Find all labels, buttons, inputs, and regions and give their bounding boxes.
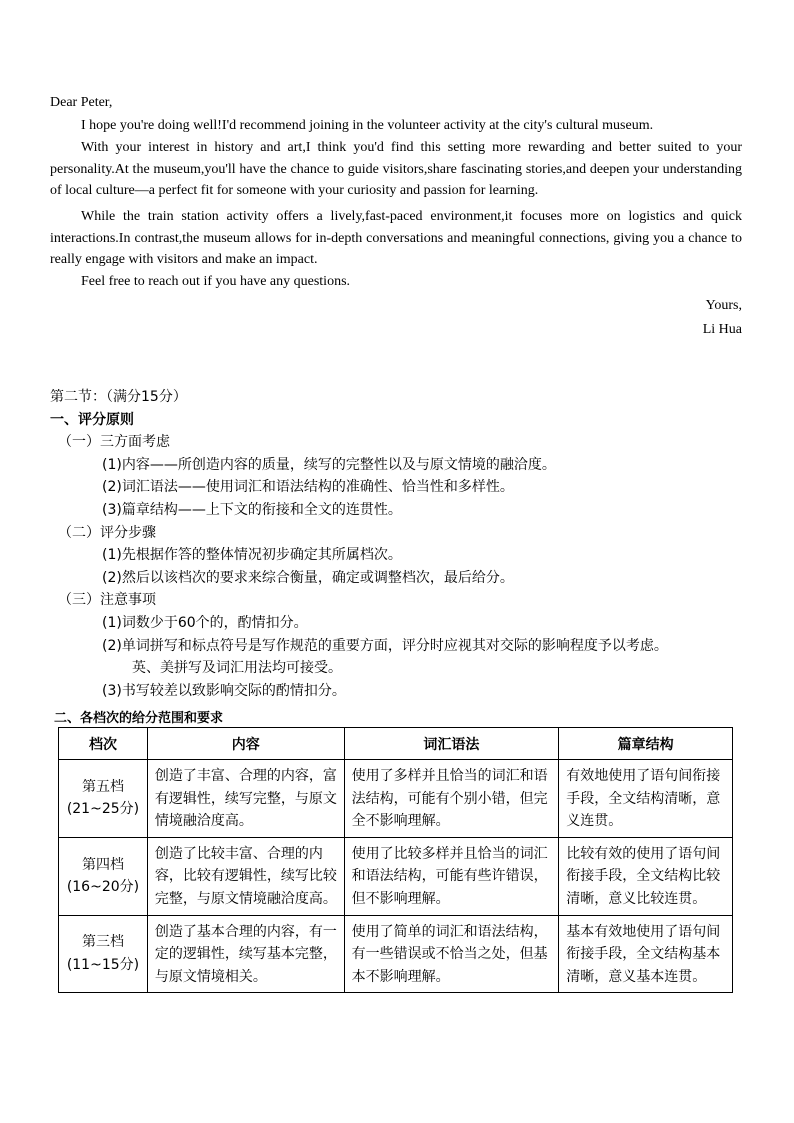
level-name: 第三档 [81, 934, 124, 951]
rule-item: (1)内容——所创造内容的质量，续写的完整性以及与原文情境的融洽度。 [102, 456, 556, 473]
level-range: (21~25分) [66, 801, 140, 818]
vocab-cell: 使用了比较多样并且恰当的词汇和语法结构，可能有些许错误，但不影响理解。 [344, 837, 559, 915]
part2-title: 二、各档次的给分范围和要求 [54, 711, 224, 726]
structure-cell: 比较有效的使用了语句间衔接手段，全文结构比较清晰，意义比较连贯。 [559, 837, 733, 915]
scoring-rules [50, 386, 750, 702]
rule-item: (3)书写较差以致影响交际的酌情扣分。 [102, 682, 346, 699]
letter-paragraph: Feel free to reach out if you have any questions. [81, 274, 351, 290]
vocab-cell: 使用了简单的词汇和语法结构，有一些错误或不恰当之处，但基本不影响理解。 [344, 915, 559, 993]
rule-item: (1)先根据作答的整体情况初步确定其所属档次。 [102, 547, 402, 564]
rule-item: (3)篇章结构——上下文的衔接和全文的连贯性。 [102, 501, 402, 518]
vocab-cell: 使用了多样并且恰当的词汇和语法结构，可能有个别小错，但完全不影响理解。 [344, 760, 559, 838]
level-range: (11~15分) [66, 956, 140, 973]
level-range: (16~20分) [66, 879, 140, 896]
content-cell: 创造了丰富、合理的内容，富有逻辑性，续写完整，与原文情境融洽度高。 [147, 760, 344, 838]
table-header-row [59, 728, 733, 760]
rule-item: (2)然后以该档次的要求来综合衡量，确定或调整档次，最后给分。 [102, 569, 514, 586]
letter-salutation: Dear Peter, [50, 95, 113, 110]
level-name: 第四档 [81, 856, 124, 873]
content-cell: 创造了基本合理的内容，有一定的逻辑性，续写基本完整，与原文情境相关。 [147, 915, 344, 993]
header-vocab: 词汇语法 [344, 728, 559, 760]
structure-cell: 基本有效地使用了语句间衔接手段，全文结构基本清晰，意义基本连贯。 [559, 915, 733, 993]
letter-paragraph: While the train station activity offers a lively,fast-paced environment,it focuses more on logistics and quick interactions.In contrast,the museum allows for in-depth conversations and meaningful connections, giving you a chance to really engage with visitors and make an impact. [50, 209, 742, 268]
rule-item: (2)单词拼写和标点符号是写作规范的重要方面，评分时应视其对交际的影响程度予以考虑。 [102, 637, 668, 654]
grading-table [58, 727, 733, 993]
table-row [59, 760, 733, 838]
table-row [59, 837, 733, 915]
rule-item-continuation: 英、美拼写及词汇用法均可接受。 [132, 660, 342, 677]
table-row [59, 915, 733, 993]
level-name: 第五档 [81, 778, 124, 795]
subsection-title: （三）注意事项 [58, 592, 156, 609]
subsection-title: （二）评分步骤 [58, 524, 156, 541]
letter-signature: Li Hua [702, 321, 742, 337]
rule-item: (2)词汇语法——使用词汇和语法结构的准确性、恰当性和多样性。 [102, 479, 514, 496]
level-cell [59, 760, 148, 838]
header-structure: 篇章结构 [559, 728, 733, 760]
letter [50, 92, 742, 340]
part1-title: 一、评分原则 [50, 411, 134, 428]
header-content: 内容 [147, 728, 344, 760]
header-level: 档次 [59, 728, 148, 760]
letter-paragraph: I hope you're doing well!I'd recommend joining in the volunteer activity at the city's cultural museum. [81, 118, 654, 134]
content-cell: 创造了比较丰富、合理的内容，比较有逻辑性，续写比较完整，与原文情境融洽度高。 [147, 837, 344, 915]
level-cell [59, 837, 148, 915]
section-heading: 第二节：（满分15分） [50, 389, 187, 405]
subsection-title: （一）三方面考虑 [58, 434, 170, 451]
rule-item: (1)词数少于60个的，酌情扣分。 [102, 614, 308, 631]
letter-closing: Yours, [705, 297, 742, 313]
structure-cell: 有效地使用了语句间衔接手段，全文结构清晰，意义连贯。 [559, 760, 733, 838]
level-cell [59, 915, 148, 993]
letter-paragraph: With your interest in history and art,I think you'd find this setting more rewarding and better suited to your personality.At the museum,you'll have the chance to guide visitors,share fascinating stories,and deepen your understanding of local culture—a perfect fit for someone with your curiosity and passion for learning. [50, 139, 742, 199]
